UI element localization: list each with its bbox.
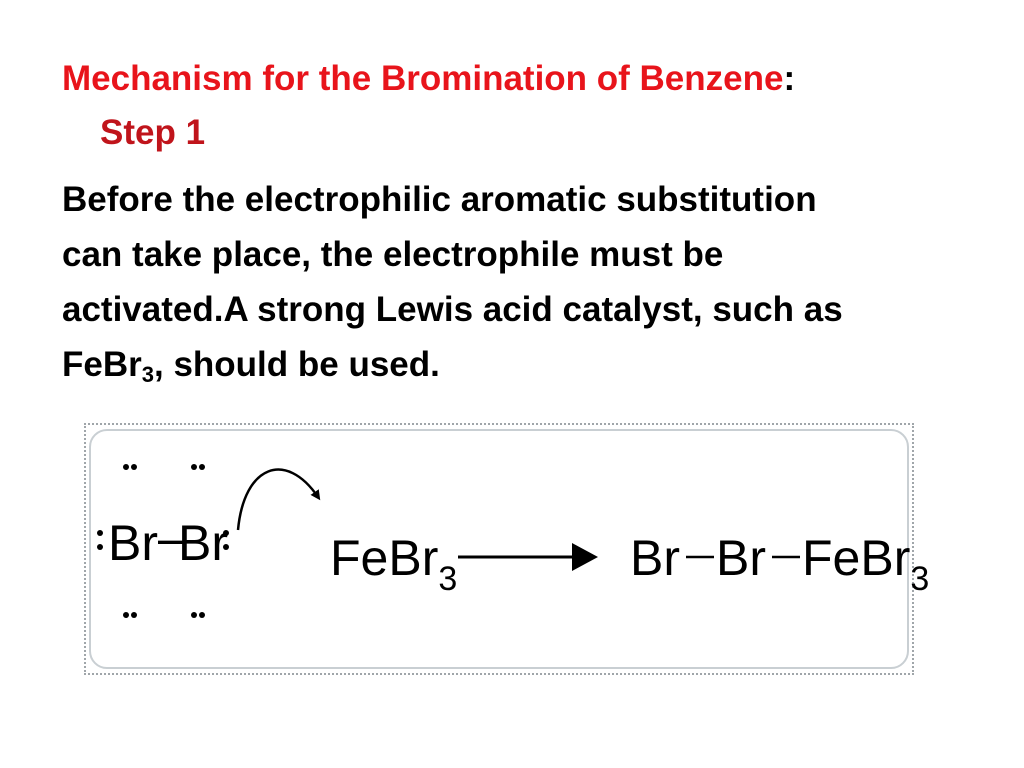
title-colon: : [783, 59, 796, 98]
reactant-atom-br-1: Br [108, 515, 158, 571]
paragraph-line-3: activated.A strong Lewis acid catalyst, such as [62, 290, 843, 329]
explanation-paragraph [62, 172, 982, 392]
product-catalyst-formula: FeBr3 [802, 530, 930, 598]
reaction-arrow [458, 543, 598, 571]
product-atom-br-2: Br [716, 530, 766, 586]
reactant-bromine-right [178, 464, 229, 618]
catalyst-febr3 [330, 530, 457, 598]
product-atom-br-1: Br [630, 530, 680, 586]
catalyst-formula: FeBr3 [330, 530, 458, 598]
paragraph-line-4-prefix: FeBr [62, 345, 142, 384]
title-text: Mechanism for the Bromination of Benzene [62, 59, 784, 98]
reactant-atom-br-2: Br [178, 515, 228, 571]
paragraph-line-4-subscript: 3 [141, 362, 154, 387]
paragraph-line-1: Before the electrophilic aromatic substitution [62, 180, 817, 219]
paragraph-line-2: can take place, the electrophile must be [62, 235, 724, 274]
reaction-scheme-drawing [86, 425, 930, 677]
product-complex [630, 530, 929, 598]
slide-title [62, 52, 795, 106]
reaction-scheme-figure [84, 423, 930, 675]
paragraph-line-4-suffix: , should be used. [154, 345, 440, 384]
reactant-bromine-left [97, 464, 158, 618]
reactant-bond: – [158, 510, 186, 566]
curved-electron-arrow [238, 470, 318, 530]
step-label: Step 1 [100, 113, 206, 152]
